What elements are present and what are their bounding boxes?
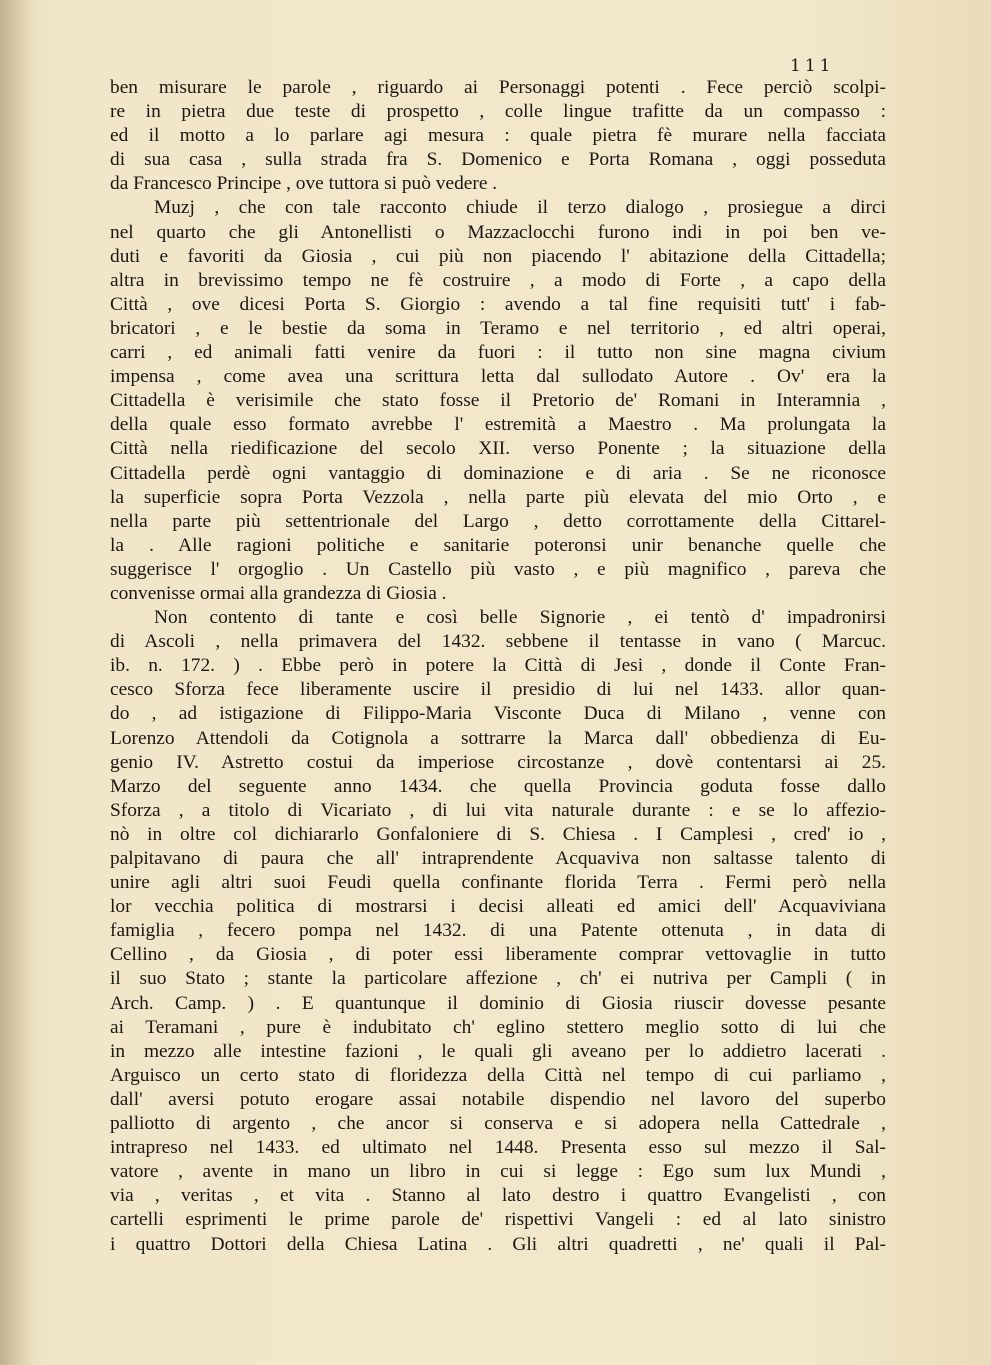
text-line: Arguisco un certo stato di floridezza della Città nel tempo di cui parliamo , bbox=[110, 1064, 886, 1086]
text-line: bricatori , e le bestie da soma in Teramo e nel territorio , ed altri operai, bbox=[110, 317, 886, 339]
gutter-shadow bbox=[0, 0, 34, 1365]
text-line: ib. n. 172. ) . Ebbe però in potere la Città di Jesi , donde il Conte Fran- bbox=[110, 655, 886, 677]
text-line: vatore , avente in mano un libro in cui si legge : Ego sum lux Mundi , bbox=[110, 1161, 886, 1183]
text-line: ed il motto a lo parlare agi mesura : quale pietra fè murare nella facciata bbox=[110, 125, 886, 147]
text-line: via , veritas , et vita . Stanno al lato destro i quattro Evangelisti , con bbox=[110, 1185, 886, 1207]
text-line: la . Alle ragioni politiche e sanitarie poteronsi unir benanche quelle che bbox=[110, 534, 886, 556]
text-line: nel quarto che gli Antonellisti o Mazzaclocchi furono indi in poi ben ve- bbox=[110, 221, 886, 243]
text-line: Arch. Camp. ) . E quantunque il dominio di Giosia riuscir dovesse pesante bbox=[110, 992, 886, 1014]
body-text bbox=[110, 76, 886, 1257]
text-line: nella parte più settentrionale del Largo , detto corrottamente della Cittarel- bbox=[110, 510, 886, 532]
text-line: re in pietra due teste di prospetto , colle lingue trafitte da un compasso : bbox=[110, 101, 886, 123]
text-line: genio IV. Astretto costui da imperiose circostanze , dovè contentarsi ai 25. bbox=[110, 751, 886, 773]
text-line: Non contento di tante e così belle Signorie , ei tentò d' impadronirsi bbox=[154, 607, 886, 629]
text-line: impensa , come avea una scrittura letta dal sullodato Autore . Ov' era la bbox=[110, 366, 886, 388]
text-line: il suo Stato ; stante la particolare affezione , ch' ei nutriva per Campli ( in bbox=[110, 968, 886, 990]
text-line: ai Teramani , pure è indubitato ch' eglino stettero meglio sotto di lui che bbox=[110, 1016, 886, 1038]
text-line: della quale esso formato avrebbe l' estremità a Maestro . Ma prolungata la bbox=[110, 414, 886, 436]
text-line: la superficie sopra Porta Vezzola , nella parte più elevata del mio Orto , e bbox=[110, 486, 886, 508]
text-line: Marzo del seguente anno 1434. che quella Provincia goduta fosse dallo bbox=[110, 775, 886, 797]
text-line: di sua casa , sulla strada fra S. Domenico e Porta Romana , oggi posseduta bbox=[110, 149, 886, 171]
text-line: cesco Sforza fece liberamente uscire il presidio di lui nel 1433. allor quan- bbox=[110, 679, 886, 701]
text-line: Cittadella perdè ogni vantaggio di dominazione e di aria . Se ne riconosce bbox=[110, 462, 886, 484]
text-line: palliotto di argento , che ancor si conserva e si adopera nella Cattedrale , bbox=[110, 1113, 886, 1135]
text-line: Cellino , da Giosia , di poter essi liberamente comprar vettovaglie in tutto bbox=[110, 944, 886, 966]
text-line: Città nella riedificazione del secolo XII. verso Ponente ; la situazione della bbox=[110, 438, 886, 460]
text-line: unire agli altri suoi Feudi quella confinante florida Terra . Fermi però nella bbox=[110, 872, 886, 894]
text-line: intrapreso nel 1433. ed ultimato nel 1448. Presenta esso sul mezzo il Sal- bbox=[110, 1137, 886, 1159]
text-line: Sforza , a titolo di Vicariato , di lui vita naturale durante : e se lo affezio- bbox=[110, 799, 886, 821]
text-line: ben misurare le parole , riguardo ai Personaggi potenti . Fece perciò scolpi- bbox=[110, 77, 886, 98]
page-number: 111 bbox=[790, 56, 835, 76]
text-line: convenisse ormai alla grandezza di Giosia . bbox=[110, 582, 447, 604]
text-line: Lorenzo Attendoli da Cotignola a sottrarre la Marca dall' obbedienza di Eu- bbox=[110, 727, 886, 749]
text-line: cartelli esprimenti le prime parole de' rispettivi Vangeli : ed al lato sinistro bbox=[110, 1209, 886, 1231]
text-line: do , ad istigazione di Filippo-Maria Visconte Duca di Milano , venne con bbox=[110, 703, 886, 725]
text-line: lor vecchia politica di mostrarsi i decisi alleati ed amici dell' Acquaviviana bbox=[110, 896, 886, 918]
text-line: carri , ed animali fatti venire da fuori : il tutto non sine magna civium bbox=[110, 342, 886, 364]
text-line: famiglia , fecero pompa nel 1432. di una Patente ottenuta , in data di bbox=[110, 920, 886, 942]
text-line: duti e favoriti da Giosia , cui più non piacendo l' abitazione della Cittadella; bbox=[110, 245, 886, 267]
text-line: nò in oltre col dichiararlo Gonfaloniere di S. Chiesa . I Camplesi , cred' io , bbox=[110, 823, 886, 845]
text-line: Città , ove dicesi Porta S. Giorgio : avendo a tal fine requisiti tutt' i fab- bbox=[110, 293, 886, 315]
text-line: palpitavano di paura che all' intraprendente Acquaviva non saltasse talento di bbox=[110, 848, 886, 869]
text-line: i quattro Dottori della Chiesa Latina . Gli altri quadretti , ne' quali il Pal- bbox=[110, 1233, 886, 1255]
text-line: in mezzo alle intestine fazioni , le quali gli aveano per lo addietro lacerati . bbox=[110, 1040, 886, 1062]
text-line: da Francesco Principe , ove tuttora si può vedere . bbox=[110, 173, 498, 195]
text-line: altra in brevissimo tempo ne fè costruire , a modo di Forte , a capo della bbox=[110, 269, 886, 291]
text-line: Muzj , che con tale racconto chiude il terzo dialogo , prosiegue a dirci bbox=[154, 197, 886, 219]
text-line: di Ascoli , nella primavera del 1432. sebbene il tentasse in vano ( Marcuc. bbox=[110, 631, 886, 653]
text-line: dall' aversi potuto erogare assai notabile dispendio nel lavoro del superbo bbox=[110, 1088, 886, 1110]
text-line: suggerisce l' orgoglio . Un Castello più vasto , e più magnifico , pareva che bbox=[110, 558, 886, 580]
text-line: Cittadella è verisimile che stato fosse il Pretorio de' Romani in Interamnia , bbox=[110, 390, 886, 412]
